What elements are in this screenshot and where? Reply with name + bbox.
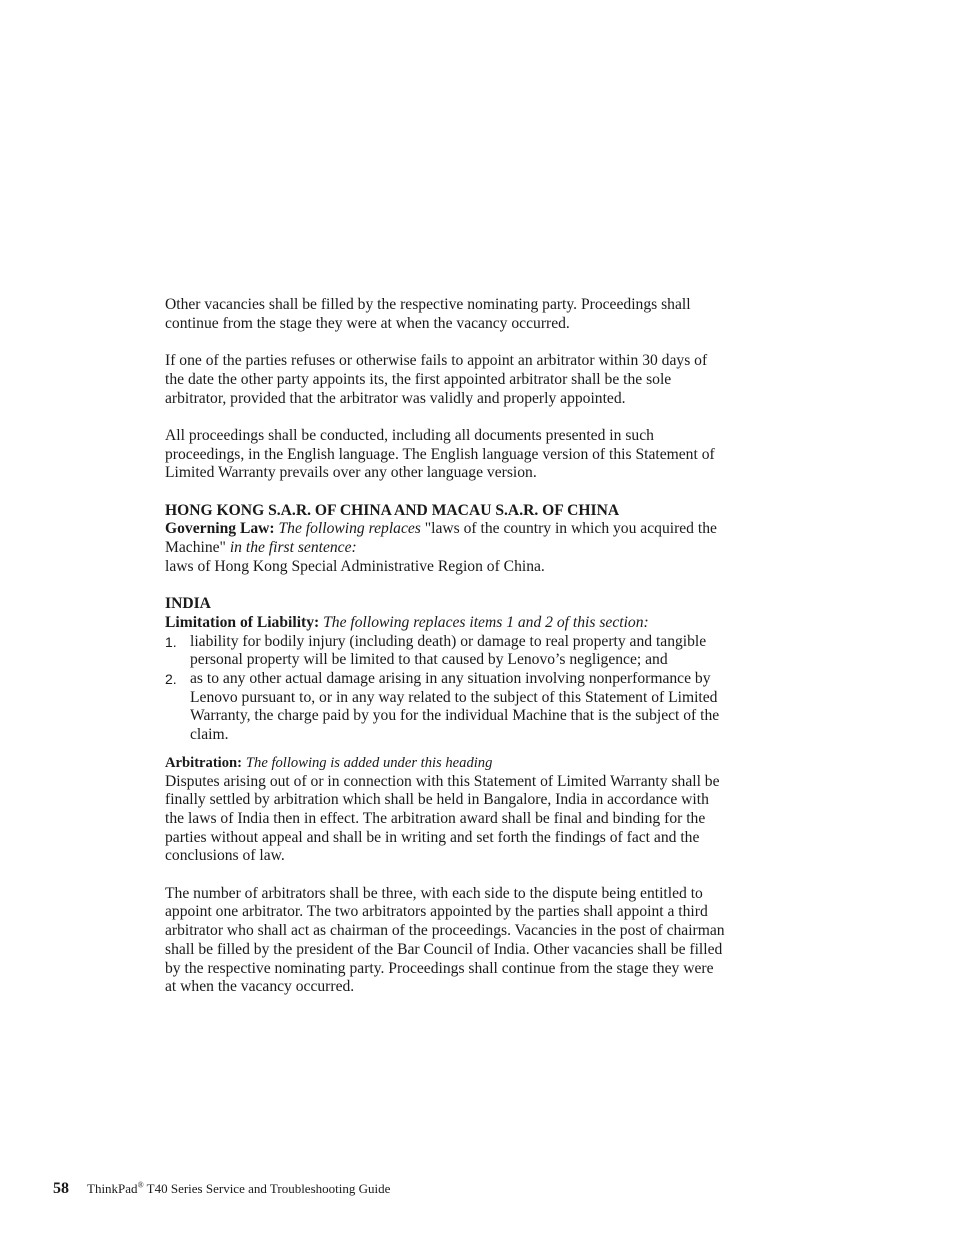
section-heading-india: INDIA <box>165 595 211 613</box>
body-paragraph: If one of the parties refuses or otherwise fails to appoint an arbitrator within 30 days of the date the other party appoints its, the first appointed arbitrator shall be the sole arbitrator, provided that the arbitrator was validly and properly appointed. <box>165 352 708 407</box>
registered-mark: ® <box>137 1180 144 1190</box>
governing-law-paragraph <box>165 520 725 557</box>
body-paragraph: All proceedings shall be conducted, including all documents presented in such proceedings, in the English language. The English language version of this Statement of Limited Warranty prevails over any other language version. <box>165 426 715 482</box>
list-item-number: 1. <box>165 633 177 650</box>
arbitration-paragraph-2: The number of arbitrators shall be three, with each side to the dispute being entitled to appoint one arbitrator. The two arbitrators appointed by the parties shall appoint a third arbitrator who shall act as chairman of the proceedings. Vacancies in the post of chairman shall be filled by the president of the Bar Council of India. Other vacancies shall be filled by the respective nominating party. Proceedings shall continue from the stage they were at when the vacancy occurred. <box>165 884 725 996</box>
section-heading-hongkong: HONG KONG S.A.R. OF CHINA AND MACAU S.A.R. OF CHINA <box>165 501 620 519</box>
governing-law-quote: "laws of the country in which you acquired the Machine" <box>165 520 717 557</box>
arbitration-label: Arbitration: <box>165 754 243 771</box>
footer-title <box>87 1181 390 1196</box>
governing-law-italic: The following replaces <box>278 520 421 538</box>
page-footer <box>53 1180 390 1198</box>
list-item <box>165 633 725 670</box>
body-paragraph: Other vacancies shall be filled by the respective nominating party. Proceedings shall continue from the stage they were at when the vacancy occurred. <box>165 296 691 332</box>
liability-list <box>165 633 725 745</box>
arbitration-paragraph: Disputes arising out of or in connection with this Statement of Limited Warranty shall be finally settled by arbitration which shall be held in Bangalore, India in accordance with the laws of India then in effect. The arbitration award shall be final and binding for the parties without appeal and shall be in writing and set forth the findings of fact and the conclusions of law. <box>165 772 720 865</box>
footer-title-rest: T40 Series Service and Troubleshooting Guide <box>143 1181 391 1196</box>
governing-law-italic-2: in the first sentence: <box>229 539 357 557</box>
list-item-text: as to any other actual damage arising in any situation involving nonperformance by Lenovo pursuant to, or in any way related to the subject of this Statement of Limited Warranty, the charge paid by you for the individual Machine that is the subject of the claim. <box>190 670 720 744</box>
governing-law-label: Governing Law: <box>165 520 275 538</box>
liability-paragraph <box>165 614 725 633</box>
arbitration-italic: The following is added under this heading <box>245 754 493 771</box>
india-section <box>165 595 725 997</box>
list-item-number: 2. <box>165 671 177 687</box>
liability-label: Limitation of Liability: <box>165 613 320 631</box>
governing-law-text: laws of Hong Kong Special Administrative Region of China. <box>165 557 545 575</box>
page-content <box>165 296 725 997</box>
liability-italic: The following replaces items 1 and 2 of this section: <box>323 613 649 631</box>
footer-title-brand: ThinkPad <box>87 1181 138 1196</box>
list-item-text: liability for bodily injury (including death) or damage to real property and tangible personal property will be limited to that caused by Lenovo’s negligence; and <box>190 632 707 669</box>
page-number: 58 <box>53 1180 69 1197</box>
hongkong-section <box>165 502 725 577</box>
arbitration-heading <box>165 754 725 773</box>
list-item <box>165 670 725 745</box>
